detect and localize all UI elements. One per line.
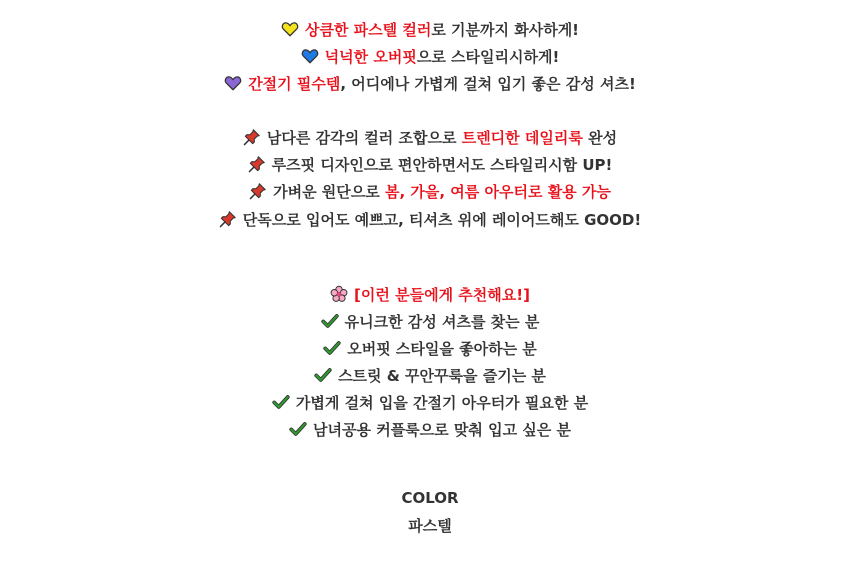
blue-heart-icon: [301, 47, 319, 65]
recommend-item: [0, 339, 860, 359]
recommend-item: [0, 366, 860, 386]
pushpin-icon: [248, 155, 266, 173]
recommend-item: [0, 312, 860, 332]
intro-line-1: [0, 20, 860, 40]
cherry-blossom-icon: [330, 285, 348, 303]
feature-text: 가벼운 원단으로: [273, 183, 385, 201]
check-mark-icon: [321, 312, 339, 330]
recommend-item: [0, 393, 860, 413]
intro-highlight: 간절기 필수템: [248, 75, 341, 93]
pushpin-icon: [219, 210, 237, 228]
intro-line-3: [0, 74, 860, 94]
intro-highlight: 넉넉한 오버핏: [324, 48, 417, 66]
feature-line-2: [0, 155, 860, 175]
purple-heart-icon: [224, 74, 242, 92]
feature-line-3: [0, 182, 860, 202]
pushpin-icon: [249, 182, 267, 200]
recommend-item-text: 가볍게 걸쳐 입을 간절기 아우터가 필요한 분: [295, 394, 589, 412]
intro-line-2: [0, 47, 860, 67]
intro-text: , 어디에나 가볍게 걸쳐 입기 좋은 감성 셔츠!: [340, 75, 636, 93]
intro-text: 으로 스타일리시하게!: [416, 48, 560, 66]
recommend-item-text: 스트릿 & 꾸안꾸룩을 즐기는 분: [338, 367, 546, 385]
feature-text-after: 완성: [582, 129, 618, 147]
check-mark-icon: [289, 420, 307, 438]
feature-text: 남다른 감각의 컬러 조합으로: [266, 129, 462, 147]
yellow-heart-icon: [281, 20, 299, 38]
recommend-heading: [0, 285, 860, 305]
check-mark-icon: [272, 393, 290, 411]
feature-line-1: [0, 128, 860, 148]
feature-highlight: 트렌디한 데일리룩: [461, 129, 583, 147]
intro-highlight: 상큼한 파스텔 컬러: [304, 21, 432, 39]
feature-text: 단독으로 입어도 예쁘고, 티셔츠 위에 레이어드해도 GOOD!: [242, 211, 642, 229]
recommend-item: [0, 420, 860, 440]
check-mark-icon: [314, 366, 332, 384]
feature-line-4: [0, 210, 860, 230]
recommend-item-text: 오버핏 스타일을 좋아하는 분: [347, 340, 537, 358]
recommend-title: [이런 분들에게 추천해요!]: [354, 286, 530, 304]
pushpin-icon: [243, 128, 261, 146]
recommend-item-text: 유니크한 감성 셔츠를 찾는 분: [344, 313, 540, 331]
color-value: 파스텔: [408, 517, 452, 535]
feature-highlight: 봄, 가을, 여름 아우터로 활용 가능: [385, 183, 611, 201]
check-mark-icon: [323, 339, 341, 357]
feature-text: 루즈핏 디자인으로 편안하면서도 스타일리시함 UP!: [271, 156, 613, 174]
color-label: COLOR: [401, 489, 459, 507]
recommend-item-text: 남녀공용 커플룩으로 맞춰 입고 싶은 분: [313, 421, 571, 439]
intro-text: 로 기분까지 화사하게!: [431, 21, 580, 39]
